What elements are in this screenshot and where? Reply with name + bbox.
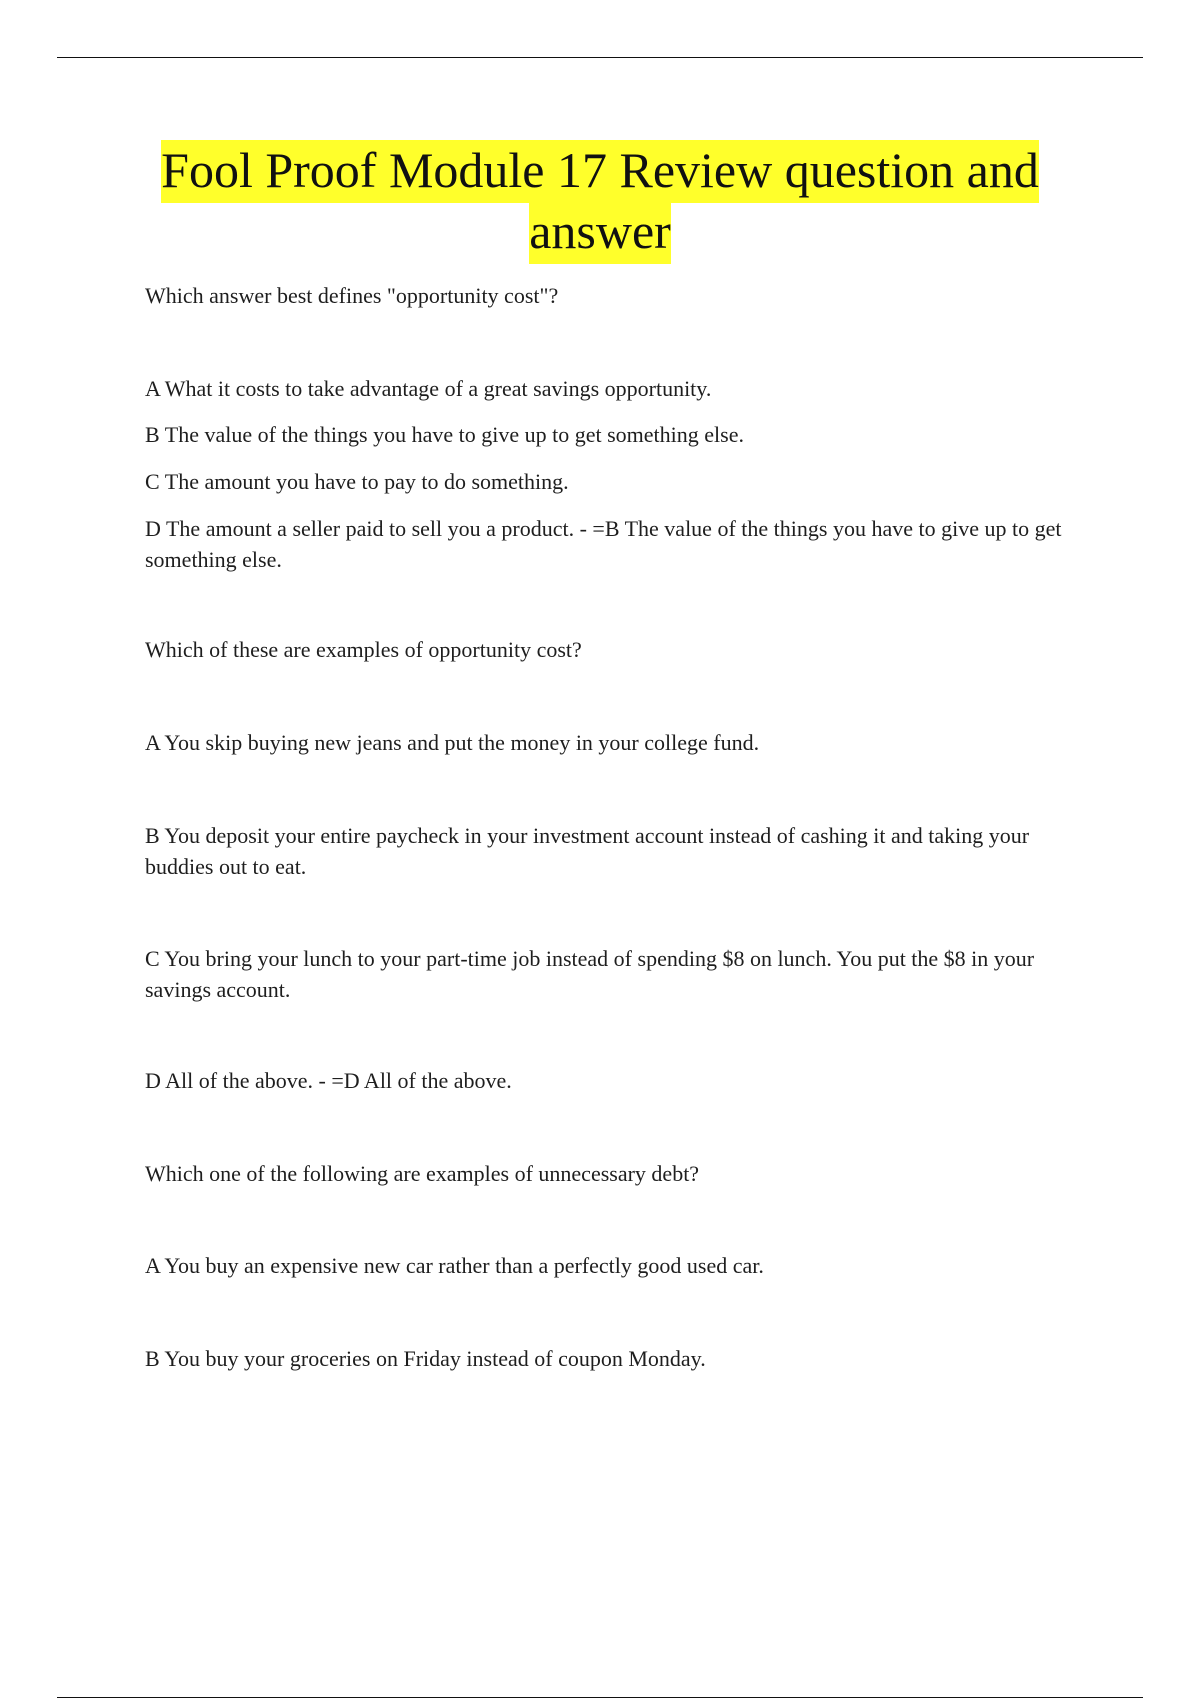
question-1-option-d-answer: D The amount a seller paid to sell you a product. - =B The value of the things you have to give up to get something else.: [145, 516, 1062, 572]
question-1: Which answer best defines "opportunity cost"?: [145, 283, 559, 308]
question-1-option-a: A What it costs to take advantage of a great savings opportunity.: [145, 376, 712, 401]
document-title-highlight: Fool Proof Module 17 Review question and answer: [161, 140, 1039, 264]
question-2: Which of these are examples of opportunity cost?: [145, 637, 582, 662]
question-1-option-c: C The amount you have to pay to do something.: [145, 469, 569, 494]
question-3-option-b: B You buy your groceries on Friday instead of coupon Monday.: [145, 1346, 706, 1371]
question-2-option-b: B You deposit your entire paycheck in your investment account instead of cashing it and taking your buddies out to eat.: [145, 823, 1030, 879]
question-2-option-c: C You bring your lunch to your part-time job instead of spending $8 on lunch. You put the $8 in your savings account.: [145, 946, 1035, 1002]
question-3-option-a: A You buy an expensive new car rather than a perfectly good used car.: [145, 1253, 764, 1278]
header-rule: [57, 57, 1143, 58]
question-2-option-a: A You skip buying new jeans and put the money in your college fund.: [145, 730, 760, 755]
question-1-option-b: B The value of the things you have to give up to get something else.: [145, 422, 744, 447]
document-title: [100, 140, 1100, 262]
footer-rule: [57, 1697, 1143, 1698]
question-3: Which one of the following are examples of unnecessary debt?: [145, 1161, 700, 1186]
question-2-option-d-answer: D All of the above. - =D All of the above.: [145, 1068, 512, 1093]
